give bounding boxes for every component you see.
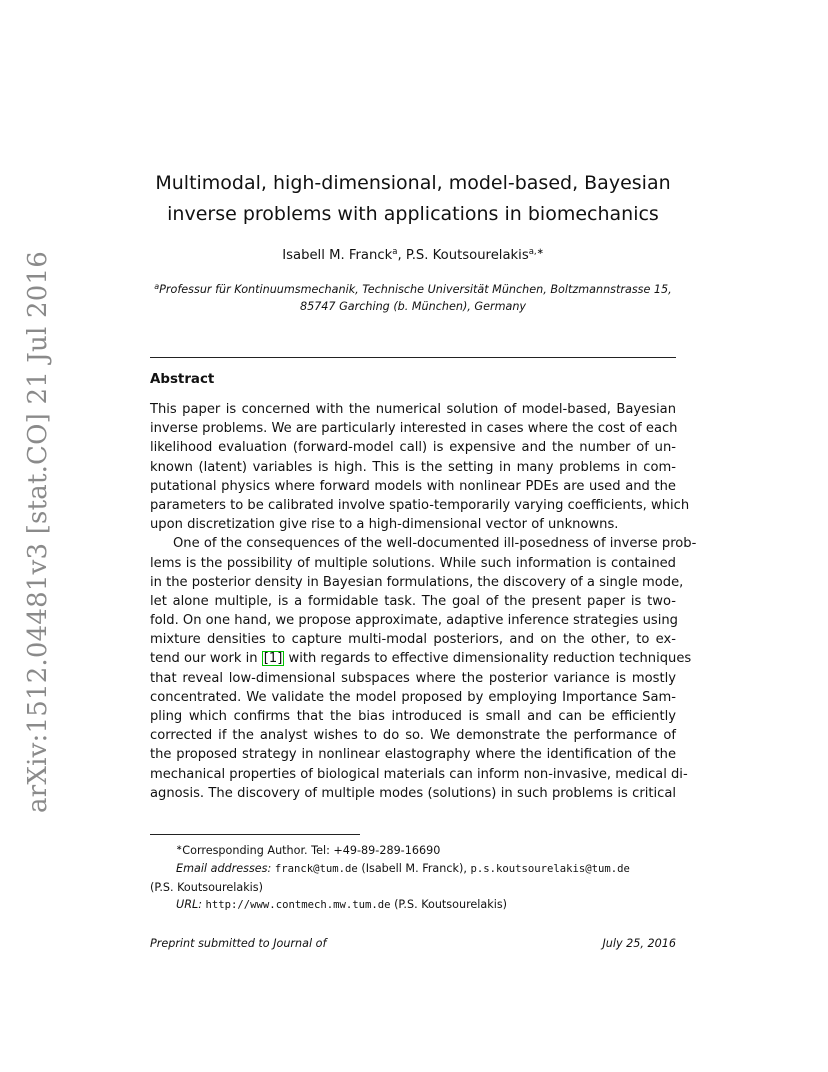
citation-suffix: with regards to effective dimensionality reduction techniques bbox=[284, 651, 692, 667]
footnote-emails bbox=[150, 860, 676, 879]
footnote-corresponding-author bbox=[150, 839, 676, 860]
footnote-url bbox=[150, 896, 676, 915]
email-label: Email addresses: bbox=[176, 861, 272, 875]
abstract-line: concentrated. We validate the model proposed by employing Importance Sam- bbox=[150, 689, 676, 705]
affiliation-mark: a bbox=[392, 247, 398, 257]
url-label: URL: bbox=[176, 898, 202, 912]
header-divider bbox=[150, 357, 676, 358]
url-link[interactable]: http://www.contmech.mw.tum.de bbox=[205, 899, 391, 912]
abstract-line: the proposed strategy in nonlinear elastography where the identification of the bbox=[150, 747, 676, 763]
email-owner: (Isabell M. Franck), bbox=[361, 861, 467, 875]
title-line-2: inverse problems with applications in biomechanics bbox=[167, 203, 659, 225]
affiliation-line-2: 85747 Garching (b. München), Germany bbox=[299, 300, 527, 313]
abstract-heading: Abstract bbox=[150, 372, 215, 387]
abstract-line: upon discretization give rise to a high-dimensional vector of unknowns. bbox=[150, 517, 619, 533]
abstract-line: likelihood evaluation (forward-model call) is expensive and the number of un- bbox=[150, 440, 676, 456]
url-owner: (P.S. Koutsourelakis) bbox=[394, 898, 508, 912]
abstract-line: lems is the possibility of multiple solutions. While such information is contained bbox=[150, 555, 676, 571]
abstract-line: that reveal low-dimensional subspaces where the posterior variance is mostly bbox=[150, 670, 676, 686]
author-name: Isabell M. Franck bbox=[282, 248, 393, 263]
abstract-line: mechanical properties of biological materials can inform non-invasive, medical di- bbox=[150, 766, 688, 782]
abstract-line-with-citation bbox=[150, 649, 692, 668]
footnote-mark: ∗ bbox=[176, 843, 183, 852]
affiliation-line-1 bbox=[150, 278, 676, 298]
footnotes bbox=[150, 839, 676, 915]
affiliation-text: Professur für Kontinuumsmechanik, Technische Universität München, Boltzmannstrasse 15, bbox=[159, 283, 672, 296]
title-line-1: Multimodal, high-dimensional, model-based, Bayesian bbox=[155, 172, 671, 194]
author-list bbox=[150, 243, 676, 265]
abstract-line: fold. On one hand, we propose approximate, adaptive inference strategies using bbox=[150, 613, 678, 629]
citation-link[interactable]: [1] bbox=[263, 651, 283, 667]
abstract-body bbox=[150, 400, 697, 803]
footnote-email-owner: (P.S. Koutsourelakis) bbox=[150, 880, 263, 894]
abstract-line: One of the consequences of the well-documented ill-posedness of inverse prob- bbox=[173, 536, 697, 552]
footnote-text: Corresponding Author. Tel: +49-89-289-16690 bbox=[182, 844, 441, 857]
email-link[interactable]: p.s.koutsourelakis@tum.de bbox=[470, 862, 630, 875]
preprint-note: Preprint submitted to Journal of bbox=[150, 937, 327, 950]
abstract-line: parameters to be calibrated involve spatio-temporarily varying coefficients, which bbox=[150, 497, 690, 513]
arxiv-identifier-stamp: arXiv:1512.04481v3 [stat.CO] 21 Jul 2016 bbox=[23, 251, 53, 813]
paper-title bbox=[150, 168, 676, 230]
abstract-line: mixture densities to capture multi-modal posteriors, and on the other, to ex- bbox=[150, 632, 676, 648]
abstract-line: agnosis. The discovery of multiple modes (solutions) in such problems is critical bbox=[150, 785, 676, 801]
affiliation-mark: a,∗ bbox=[528, 247, 544, 257]
abstract-line: in the posterior density in Bayesian formulations, the discovery of a single mode, bbox=[150, 574, 684, 590]
abstract-line: corrected if the analyst wishes to do so. We demonstrate the performance of bbox=[150, 728, 676, 744]
abstract-line: pling which confirms that the bias introduced is small and can be efficiently bbox=[150, 709, 676, 724]
preprint-date: July 25, 2016 bbox=[602, 937, 676, 950]
author-name: P.S. Koutsourelakis bbox=[405, 248, 529, 263]
footnote-divider bbox=[150, 834, 360, 835]
abstract-line: inverse problems. We are particularly interested in cases where the cost of each bbox=[150, 421, 678, 437]
abstract-line: This paper is concerned with the numerical solution of model-based, Bayesian bbox=[150, 402, 676, 417]
affiliation bbox=[150, 278, 676, 315]
affiliation-mark: a bbox=[154, 282, 160, 291]
abstract-line: let alone multiple, is a formidable task. The goal of the present paper is two- bbox=[150, 593, 676, 609]
citation-prefix: tend our work in bbox=[150, 651, 262, 667]
abstract-line: known (latent) variables is high. This is the setting in many problems in com- bbox=[150, 459, 676, 475]
abstract-line: putational physics where forward models with nonlinear PDEs are used and the bbox=[150, 478, 676, 494]
author-separator: , bbox=[397, 248, 406, 263]
email-link[interactable]: franck@tum.de bbox=[274, 862, 358, 875]
